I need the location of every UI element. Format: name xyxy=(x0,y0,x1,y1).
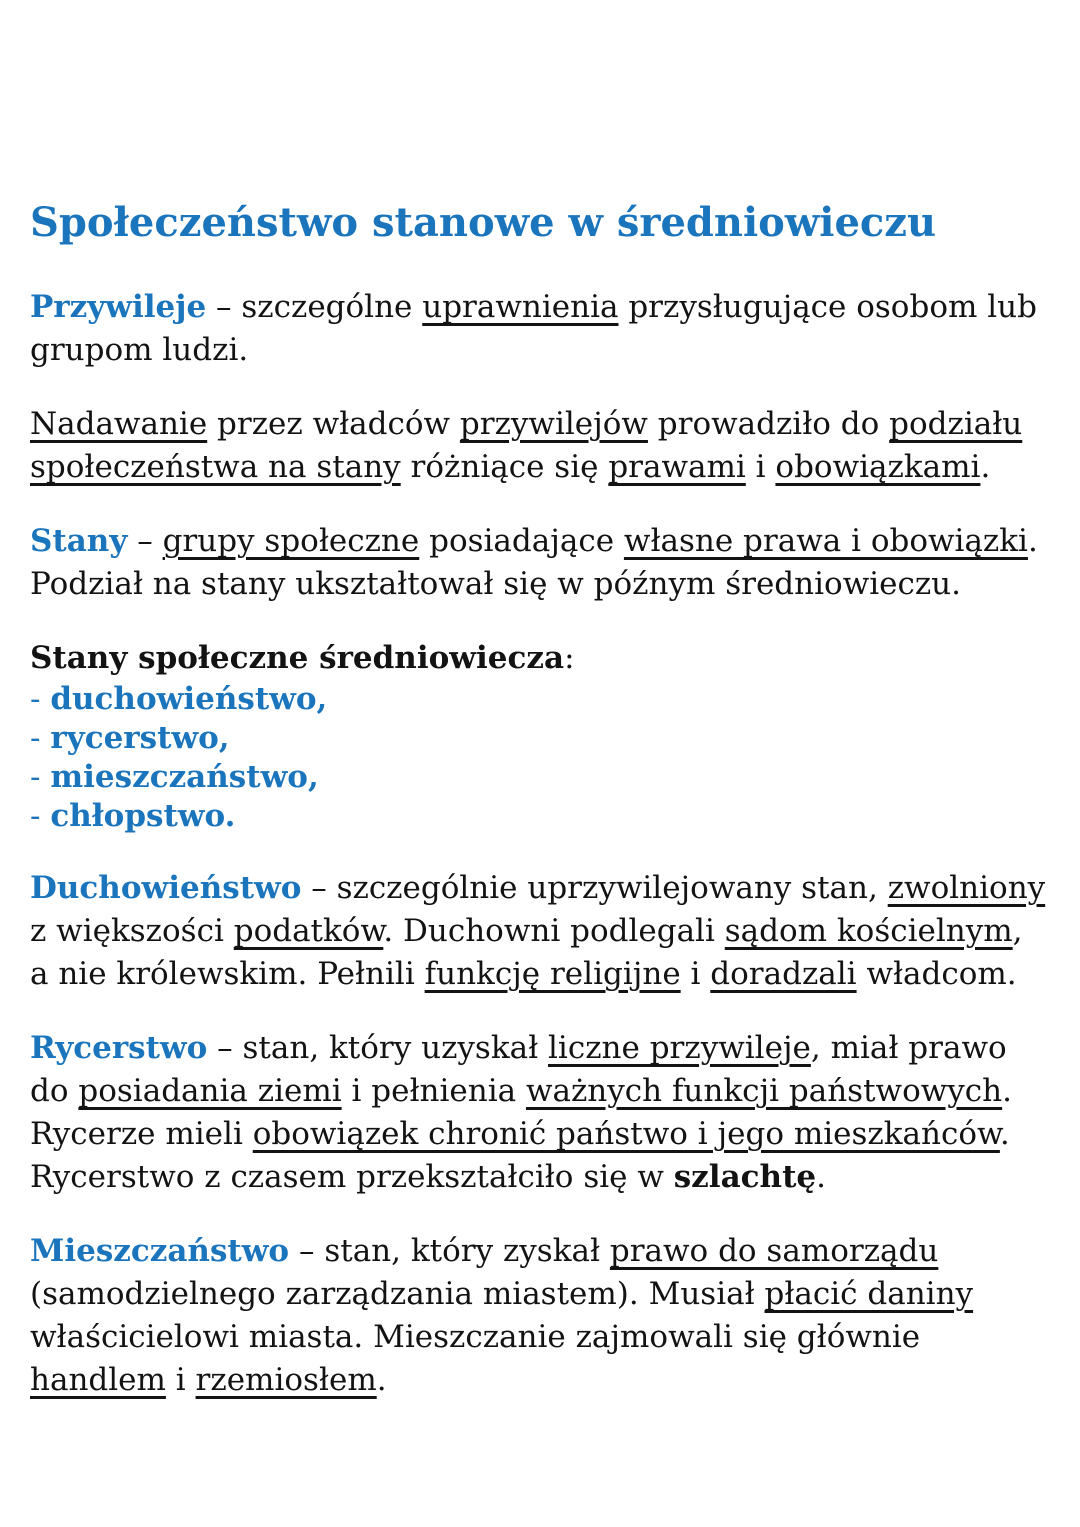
text-run: liczne przywileje xyxy=(548,1030,811,1066)
list-heading-stany-spoleczne xyxy=(30,637,1050,680)
text-line xyxy=(30,1027,1050,1070)
text-run: społeczeństwa na stany xyxy=(30,449,401,485)
text-run: podziału xyxy=(889,406,1023,442)
text-run: Mieszczaństwo xyxy=(30,1233,290,1269)
text-run: obowiązek chronić państwo i jego mieszkańców xyxy=(252,1116,1000,1152)
text-run: i xyxy=(680,956,711,992)
text-run: chłopstwo. xyxy=(50,798,236,834)
text-run: z większości xyxy=(30,913,234,949)
list-item xyxy=(30,719,1050,758)
text-line xyxy=(30,286,1050,329)
text-line xyxy=(30,1316,1050,1359)
text-line xyxy=(30,446,1050,489)
text-run: posiadania ziemi xyxy=(78,1073,342,1109)
definition-mieszczanstwo xyxy=(30,1230,1050,1402)
text-run: przez władców xyxy=(207,406,460,442)
text-run: prawo do samorządu xyxy=(609,1233,939,1269)
text-run: i xyxy=(165,1362,196,1398)
text-run: . xyxy=(376,1362,387,1398)
text-run: szlachtę xyxy=(673,1159,817,1195)
list-item xyxy=(30,680,1050,719)
text-run: Stany społeczne średniowiecza xyxy=(30,640,565,676)
text-run: podatków xyxy=(233,913,384,949)
text-run: i xyxy=(745,449,776,485)
text-run: : xyxy=(564,640,575,676)
definition-duchowienstwo xyxy=(30,867,1050,996)
text-line xyxy=(30,910,1050,953)
text-run: posiadające xyxy=(419,523,624,559)
text-run: handlem xyxy=(30,1362,166,1398)
page-title: Społeczeństwo stanowe w średniowieczu xyxy=(30,199,937,246)
text-run: – szczególne xyxy=(206,289,423,325)
text-run: płacić daniny xyxy=(764,1276,974,1312)
text-line xyxy=(30,1113,1050,1156)
text-run: . Duchowni podlegali xyxy=(383,913,725,949)
text-run: . xyxy=(980,449,991,485)
text-run: . xyxy=(1027,523,1038,559)
text-run: , miał prawo xyxy=(810,1030,1007,1066)
text-run: - xyxy=(30,759,51,795)
text-line xyxy=(30,1230,1050,1273)
text-run: prowadziło do xyxy=(647,406,890,442)
list-stany xyxy=(30,680,1050,836)
text-run: Nadawanie xyxy=(30,406,208,442)
text-run: własne prawa i obowiązki xyxy=(623,523,1028,559)
text-line xyxy=(30,1359,1050,1402)
text-line xyxy=(30,1156,1050,1199)
text-run: przysługujące osobom lub xyxy=(618,289,1037,325)
text-run: obowiązkami xyxy=(775,449,981,485)
text-line xyxy=(30,1070,1050,1113)
text-line xyxy=(30,563,1050,606)
list-item xyxy=(30,797,1050,836)
definition-stany xyxy=(30,520,1050,606)
text-run: sądom kościelnym xyxy=(724,913,1013,949)
text-run: prawami xyxy=(608,449,746,485)
text-run: Rycerze mieli xyxy=(30,1116,253,1152)
text-run: Rycerstwo xyxy=(30,1030,208,1066)
text-line xyxy=(30,637,1050,680)
text-run: - xyxy=(30,798,51,834)
text-run: – xyxy=(127,523,163,559)
text-line xyxy=(30,329,1050,372)
text-run: . xyxy=(1002,1073,1012,1109)
text-run: funkcję religijne xyxy=(424,956,681,992)
text-run: grupom ludzi. xyxy=(30,332,249,368)
list-item xyxy=(30,758,1050,797)
text-run: rycerstwo, xyxy=(50,720,230,756)
text-run: uprawnienia xyxy=(422,289,619,325)
text-run: – szczególnie uprzywilejowany stan, xyxy=(301,870,888,906)
text-run: i pełnienia xyxy=(341,1073,526,1109)
text-run: rzemiosłem xyxy=(195,1362,377,1398)
text-run: władcom. xyxy=(856,956,1017,992)
paragraph-nadawanie xyxy=(30,403,1050,489)
text-run: doradzali xyxy=(710,956,857,992)
text-run: duchowieństwo, xyxy=(50,681,328,717)
text-run: – stan, który zyskał xyxy=(289,1233,610,1269)
document-blocks xyxy=(30,286,1050,1402)
text-line xyxy=(30,1273,1050,1316)
text-run: mieszczaństwo, xyxy=(50,759,319,795)
text-run: do xyxy=(30,1073,79,1109)
text-line xyxy=(30,953,1050,996)
text-run: grupy społeczne xyxy=(162,523,420,559)
text-run: Podział na stany ukształtował się w późnym średniowieczu. xyxy=(30,566,961,602)
text-run: , xyxy=(1012,913,1023,949)
text-run: Rycerstwo z czasem przekształciło się w xyxy=(30,1159,674,1195)
text-line xyxy=(30,520,1050,563)
text-run: - xyxy=(30,681,51,717)
text-run: (samodzielnego zarządzania miastem). Musiał xyxy=(30,1276,765,1312)
text-run: . xyxy=(999,1116,1010,1152)
text-run: właścicielowi miasta. Mieszczanie zajmowali się głównie xyxy=(30,1319,921,1355)
text-run: - xyxy=(30,720,51,756)
text-run: zwolniony xyxy=(887,870,1046,906)
text-run: a nie królewskim. Pełnili xyxy=(30,956,425,992)
text-run: . xyxy=(816,1159,826,1195)
definition-rycerstwo xyxy=(30,1027,1050,1199)
text-run: przywilejów xyxy=(459,406,648,442)
text-line xyxy=(30,403,1050,446)
text-run: różniące się xyxy=(400,449,609,485)
definition-przywileje xyxy=(30,286,1050,372)
text-run: – stan, który uzyskał xyxy=(207,1030,549,1066)
text-run: Przywileje xyxy=(30,289,207,325)
text-run: Duchowieństwo xyxy=(30,870,302,906)
text-run: ważnych funkcji państwowych xyxy=(525,1073,1003,1109)
text-line xyxy=(30,867,1050,910)
text-run: Stany xyxy=(30,523,128,559)
